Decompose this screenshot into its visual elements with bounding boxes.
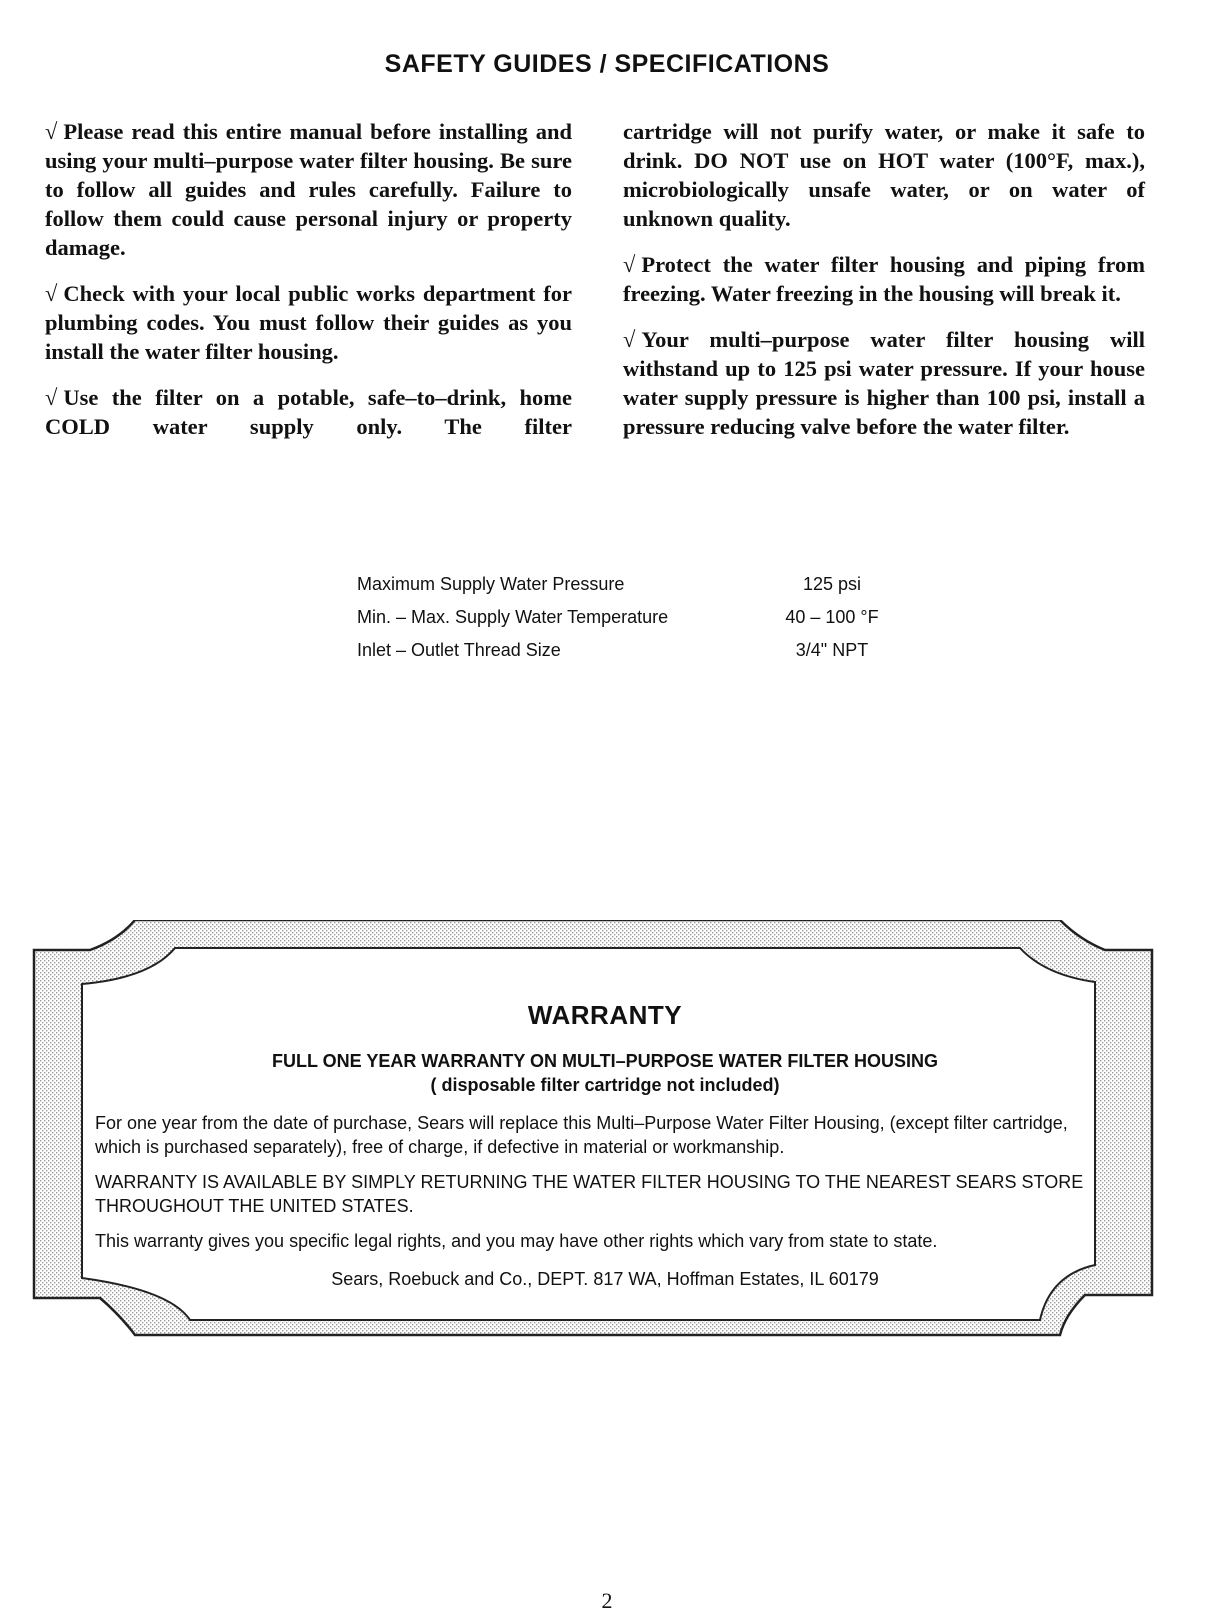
spec-value: 125 psi xyxy=(802,574,862,594)
page-number: 2 xyxy=(601,1588,613,1613)
spec-value: 40 – 100 °F xyxy=(785,607,879,627)
specifications-table xyxy=(357,574,917,673)
spec-label: Inlet – Outlet Thread Size xyxy=(357,640,561,660)
safety-guide-freezing: √ Protect the water filter housing and piping from freezing. Water freezing in the housing will break it. xyxy=(623,252,1145,306)
warranty-subtitle-line1: FULL ONE YEAR WARRANTY ON MULTI–PURPOSE WATER FILTER HOUSING xyxy=(271,1051,939,1071)
safety-column-left xyxy=(45,117,572,458)
safety-column-right xyxy=(623,117,1145,458)
safety-guide-read-manual: √ Please read this entire manual before installing and using your multi–purpose water filter housing. Be sure to follow all guides and rules carefully. Failure to follow them could cause personal injury or property damage. xyxy=(45,119,572,260)
warranty-title: WARRANTY xyxy=(527,1000,683,1030)
warranty-availability: WARRANTY IS AVAILABLE BY SIMPLY RETURNING THE WATER FILTER HOUSING TO THE NEAREST SEARS STORE THROUGHOUT THE UNITED STATES. xyxy=(95,1172,1084,1216)
checkmark-icon: √ xyxy=(623,252,636,277)
spec-row xyxy=(357,574,917,607)
spec-value: 3/4" NPT xyxy=(795,640,869,660)
spec-row xyxy=(357,640,917,673)
checkmark-icon: √ xyxy=(45,385,58,410)
warranty-subtitle xyxy=(95,1049,1115,1097)
checkmark-icon: √ xyxy=(45,281,58,306)
page-title: SAFETY GUIDES / SPECIFICATIONS xyxy=(384,50,830,78)
safety-guide-plumbing-codes: √ Check with your local public works department for plumbing codes. You must follow their guides as you install the water filter housing. xyxy=(45,281,572,364)
checkmark-icon: √ xyxy=(45,119,58,144)
safety-guide-potable-water: √ Use the filter on a potable, safe–to–drink, home COLD water supply only. The filter xyxy=(45,385,572,439)
spec-label: Maximum Supply Water Pressure xyxy=(357,574,625,594)
warranty-section xyxy=(95,1000,1115,1290)
warranty-terms: For one year from the date of purchase, Sears will replace this Multi–Purpose Water Filter Housing, (except filter cartridge, which is purchased separately), free of charge, if defective in material or workmanship. xyxy=(95,1113,1068,1157)
safety-guide-pressure: √ Your multi–purpose water filter housing will withstand up to 125 psi water pressure. If your house water supply pressure is higher than 100 psi, install a pressure reducing valve before the water filter. xyxy=(623,327,1145,439)
warranty-address: Sears, Roebuck and Co., DEPT. 817 WA, Hoffman Estates, IL 60179 xyxy=(331,1269,879,1289)
spec-label: Min. – Max. Supply Water Temperature xyxy=(357,607,669,627)
warranty-legal-rights: This warranty gives you specific legal rights, and you may have other rights which vary from state to state. xyxy=(95,1231,938,1251)
checkmark-icon: √ xyxy=(623,327,636,352)
safety-guide-potable-water-cont: cartridge will not purify water, or make it safe to drink. DO NOT use on HOT water (100°F, max.), microbiologically unsafe water, or on water of unknown quality. xyxy=(623,119,1145,231)
spec-row xyxy=(357,607,917,640)
warranty-subtitle-line2: ( disposable filter cartridge not included) xyxy=(430,1075,780,1095)
